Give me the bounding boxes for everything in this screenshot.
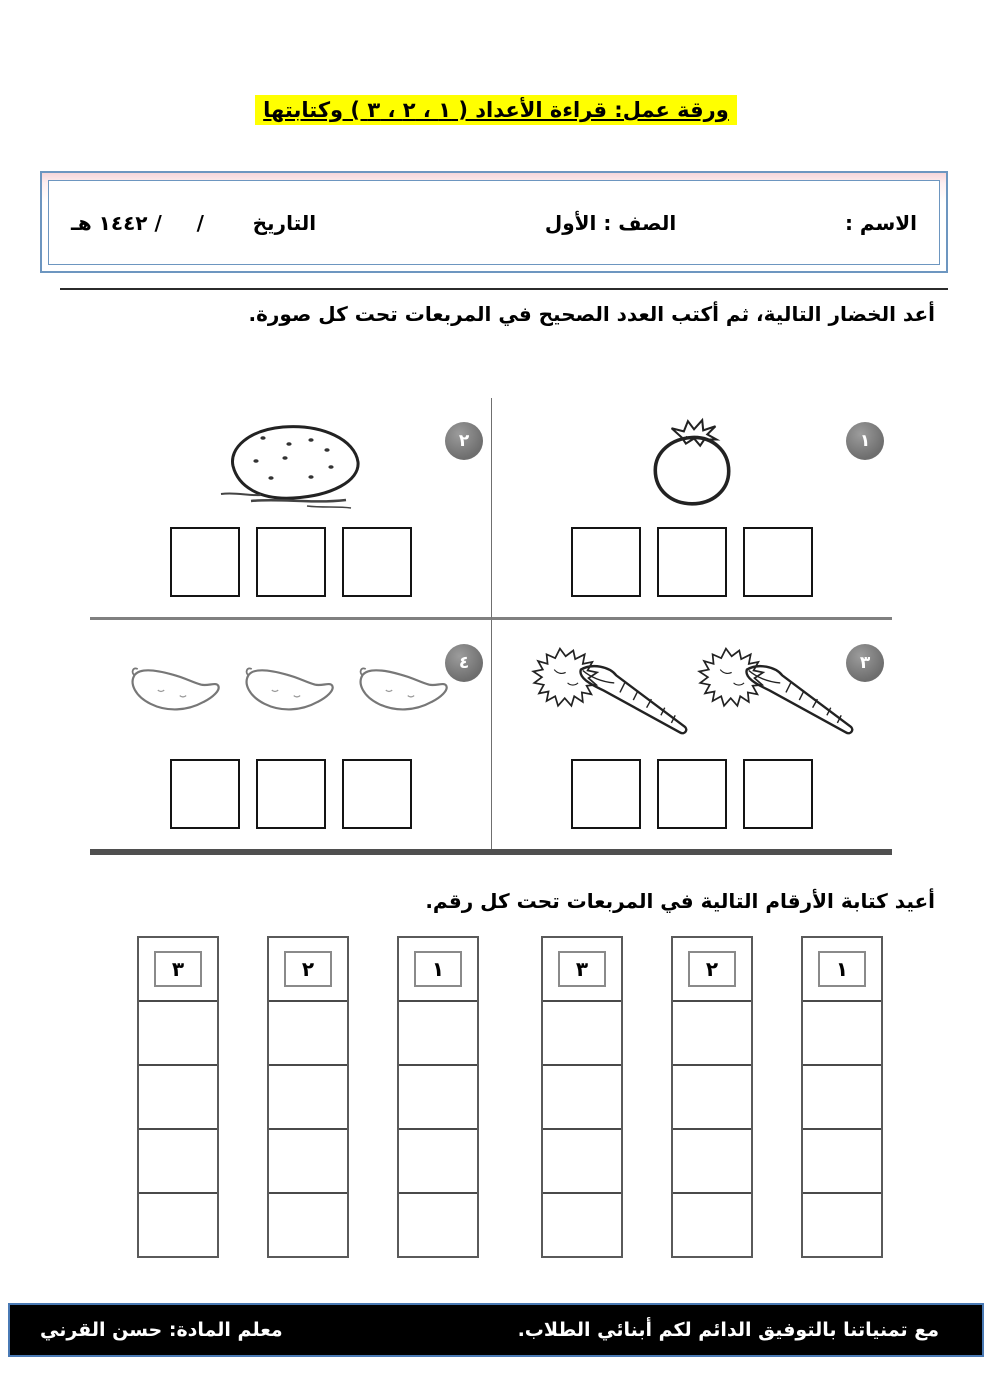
footer-bar: [8, 1303, 984, 1357]
practice-cell[interactable]: [399, 1066, 477, 1130]
question-number-badge: ٢: [445, 422, 483, 460]
practice-cell[interactable]: [139, 1002, 217, 1066]
worksheet-title: [0, 94, 992, 128]
practice-column: [541, 936, 623, 1258]
model-number: ٢: [284, 951, 332, 987]
practice-cell[interactable]: [673, 1002, 751, 1066]
model-number: ٢: [688, 951, 736, 987]
date-label: التاريخ / / ١٤٤٢ هـ: [71, 210, 317, 235]
answer-box[interactable]: [342, 527, 412, 597]
practice-column: [137, 936, 219, 1258]
practice-cell[interactable]: [803, 1002, 881, 1066]
potato-image: [192, 400, 390, 527]
model-number: ٣: [558, 951, 606, 987]
answer-box[interactable]: [571, 759, 641, 829]
question-number-badge: ٤: [445, 644, 483, 682]
practice-cell[interactable]: [543, 1130, 621, 1194]
footer-wish-text: مع تمنياتنا بالتوفيق الدائم لكم أبنائي الطلاب.: [517, 1319, 939, 1341]
practice-cell[interactable]: [399, 1002, 477, 1066]
student-info-box: [40, 171, 948, 273]
practice-cell[interactable]: [399, 1194, 477, 1256]
answer-box[interactable]: [743, 759, 813, 829]
practice-cell[interactable]: [139, 1194, 217, 1256]
answer-boxes-row: [571, 527, 813, 597]
practice-cell[interactable]: [269, 1130, 347, 1194]
practice-column: [671, 936, 753, 1258]
answer-box[interactable]: [342, 759, 412, 829]
practice-cell[interactable]: [673, 1066, 751, 1130]
answer-box[interactable]: [170, 527, 240, 597]
practice-cell[interactable]: [269, 1066, 347, 1130]
counting-instruction: أعد الخضار التالية، ثم أكتب العدد الصحيح في المربعات تحت كل صورة.: [248, 302, 935, 326]
practice-cell[interactable]: [543, 1002, 621, 1066]
model-number: ١: [818, 951, 866, 987]
carrot-images: [526, 622, 858, 759]
bean-images: [120, 622, 462, 759]
practice-column: [267, 936, 349, 1258]
practice-cell[interactable]: [399, 1130, 477, 1194]
answer-boxes-row: [170, 759, 412, 829]
footer-teacher-text: معلم المادة: حسن القرني: [40, 1319, 283, 1341]
worksheet-title-text: ورقة عمل: قراءة الأعداد ( ١ ، ٢ ، ٣ ) وكتابتها: [255, 95, 737, 125]
question-1-tomato: [491, 398, 892, 620]
model-number: ٣: [154, 951, 202, 987]
practice-cell[interactable]: [803, 1066, 881, 1130]
practice-cell[interactable]: [269, 1194, 347, 1256]
column-header: [139, 938, 217, 1002]
question-number-badge: ٣: [846, 644, 884, 682]
answer-box[interactable]: [571, 527, 641, 597]
practice-cell[interactable]: [139, 1066, 217, 1130]
column-header: [543, 938, 621, 1002]
practice-cell[interactable]: [543, 1194, 621, 1256]
practice-cell[interactable]: [543, 1066, 621, 1130]
student-info-row: [48, 180, 940, 265]
answer-box[interactable]: [170, 759, 240, 829]
tomato-image: [636, 400, 748, 527]
answer-boxes-row: [170, 527, 412, 597]
number-practice-columns: [137, 936, 883, 1258]
question-2-potato: [90, 398, 491, 620]
practice-cell[interactable]: [803, 1194, 881, 1256]
answer-box[interactable]: [256, 527, 326, 597]
vegetable-counting-grid: [90, 398, 892, 855]
question-number-badge: ١: [846, 422, 884, 460]
answer-box[interactable]: [657, 759, 727, 829]
answer-box[interactable]: [657, 527, 727, 597]
rewrite-instruction: أعيد كتابة الأرقام التالية في المربعات تحت كل رقم.: [425, 889, 935, 913]
column-header: [269, 938, 347, 1002]
column-header: [803, 938, 881, 1002]
column-header: [673, 938, 751, 1002]
practice-cell[interactable]: [269, 1002, 347, 1066]
question-4-beans: [90, 620, 491, 849]
divider-rule: [60, 288, 948, 290]
question-3-carrots: [491, 620, 892, 849]
answer-boxes-row: [571, 759, 813, 829]
model-number: ١: [414, 951, 462, 987]
practice-cell[interactable]: [673, 1194, 751, 1256]
practice-cell[interactable]: [803, 1130, 881, 1194]
name-label: الاسم :: [844, 210, 917, 235]
column-header: [399, 938, 477, 1002]
answer-box[interactable]: [743, 527, 813, 597]
class-label: الصف : الأول: [544, 210, 677, 235]
practice-cell[interactable]: [673, 1130, 751, 1194]
practice-column: [397, 936, 479, 1258]
practice-column: [801, 936, 883, 1258]
answer-box[interactable]: [256, 759, 326, 829]
practice-cell[interactable]: [139, 1130, 217, 1194]
